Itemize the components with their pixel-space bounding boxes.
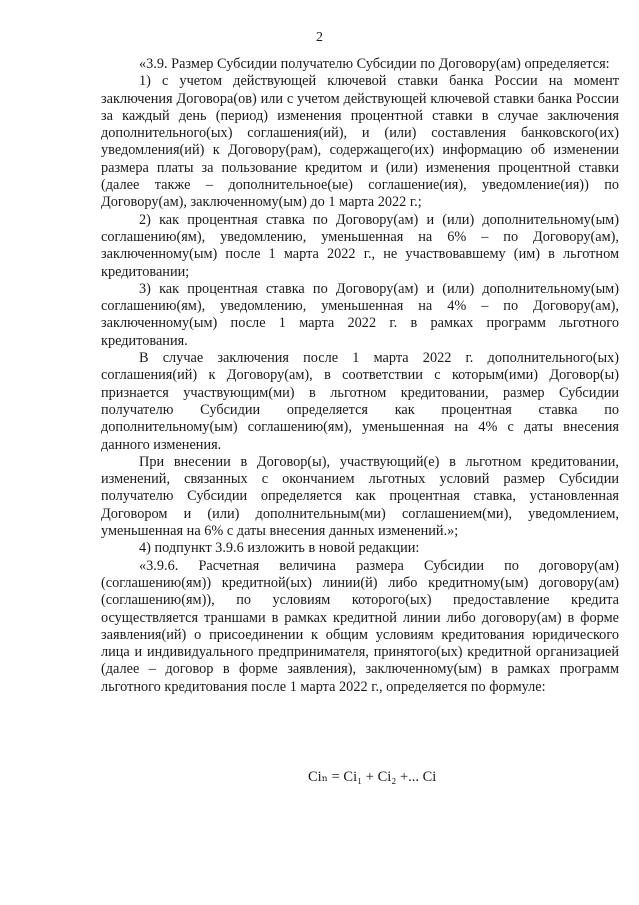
paragraph-item-1: 1) с учетом действующей ключевой ставки банка России на момент заключения Договора(ов) или с учетом действующей ключевой ставки банка России за каждый день (период) изменения процентной ставки в случае заключения дополнительного(ых) соглашения(ий), и (или) составления банковского(их) уведомления(ий) к Договору(рам), содержащего(их) информацию об изменении размера платы за пользование кредитом и (или) изменения процентной ставки (далее также – дополнительное(ые) соглашение(ия), уведомление(ия)) по Договору(ам), заключенному(ым) до 1 марта 2022 г.; xyxy=(101,73,619,211)
document-body xyxy=(101,56,619,696)
paragraph-item-3: 3) как процентная ставка по Договору(ам) и (или) дополнительному(ым) соглашению(ям), уведомлению, уменьшенная на 4% – по Договору(ам), заключенному(ым) после 1 марта 2022 г. в рамках программ льготного кредитования. xyxy=(101,280,619,349)
subsidy-formula: Ciₙ = Ci₁ + Ci₂ +... Ci xyxy=(308,769,437,785)
paragraph-3-9-6: «3.9.6. Расчетная величина размера Субсидии по договору(ам) (соглашению(ям)) кредитной(ых) линии(й) либо кредитному(ым) договору(ам) (соглашению(ям)), по условиям которого(ых) предоставление кредита осуществляется траншами в рамках кредитной линии либо договору(ам) в форме заявления(ий) о присоединении к общим условиям кредитования юридического лица и индивидуального предпринимателя, принятого(ых) кредитной организацией (далее – договор в форме заявления), заключенному(ым) в рамках программ льготного кредитования после 1 марта 2022 г., определяется по формуле: xyxy=(101,557,619,695)
paragraph-item-4: 4) подпункт 3.9.6 изложить в новой редакции: xyxy=(139,540,420,557)
paragraph-3-9-heading: «3.9. Размер Субсидии получателю Субсидии по Договору(ам) определяется: xyxy=(139,56,610,72)
paragraph-additional-agreement: В случае заключения после 1 марта 2022 г. дополнительного(ых) соглашения(ий) к Договору(ам), в соответствии с которым(ими) Договор(ы) признается участвующим(ми) в льготном кредитовании, размер Субсидии получателю Субсидии определяется как процентная ставка по дополнительному(ым) соглашению(ям), уменьшенная на 4% с даты внесения данного изменения. xyxy=(101,350,619,453)
page-number: 2 xyxy=(316,30,323,45)
paragraph-preferential-end: При внесении в Договор(ы), участвующий(е) в льготном кредитовании, изменений, связанных с окончанием льготных условий размер Субсидии получателю Субсидии определяется как процентная ставка, установленная Договором и (или) дополнительным(ми) соглашением(ми), уведомлением, уменьшенная на 6% с даты внесения данных изменений.»; xyxy=(101,453,619,540)
paragraph-item-2: 2) как процентная ставка по Договору(ам) и (или) дополнительному(ым) соглашению(ям), уведомлению, уменьшенная на 6% – по Договору(ам), заключенному(ым) после 1 марта 2022 г., не участвовавшему (им) в льготном кредитовании; xyxy=(101,211,619,280)
